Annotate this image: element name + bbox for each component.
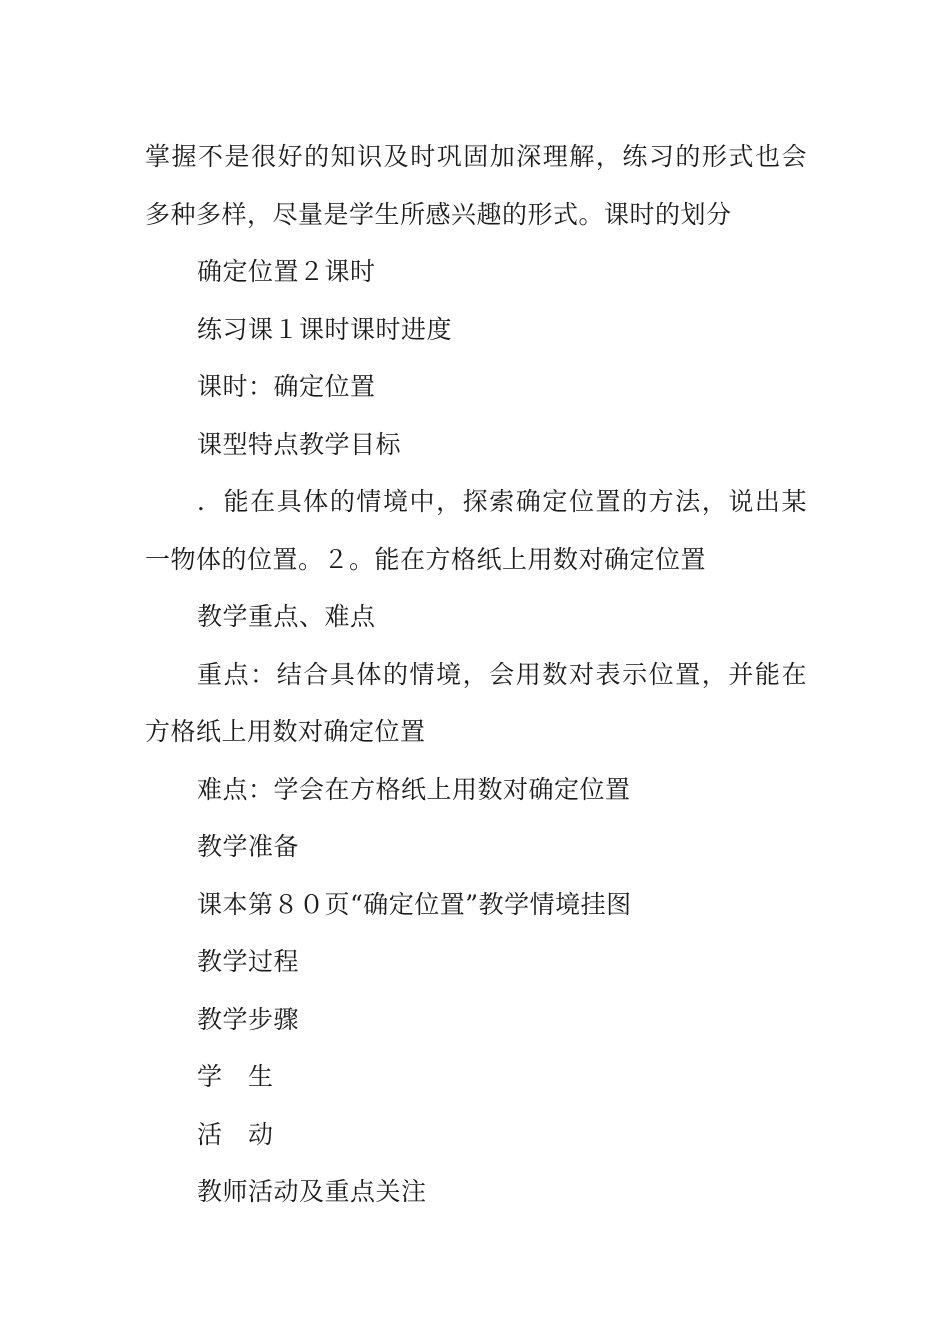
paragraph-lesson-title: 课时：确定位置 (197, 372, 376, 401)
paragraph-steps-heading: 教学步骤 (197, 1004, 300, 1034)
paragraph-process-heading: 教学过程 (197, 947, 300, 976)
document-body (145, 128, 807, 1221)
paragraph-key-points-heading: 教学重点、难点 (197, 602, 376, 631)
paragraph-lesson-allocation: 确定位置２课时 (197, 257, 376, 286)
paragraph-difficulty: 难点：学会在方格纸上用数对确定位置 (197, 774, 631, 804)
paragraph-objectives: ．能在具体的情境中，探索确定位置的方法，说出某一物体的位置。２。能在方格纸上用数对确定位置 (145, 487, 807, 574)
paragraph-key-point: 重点：结合具体的情境，会用数对表示位置，并能在方格纸上用数对确定位置 (145, 659, 807, 746)
paragraph-lesson-type: 课型特点教学目标 (197, 429, 402, 459)
paragraph-student: 学 生 (197, 1062, 274, 1091)
paragraph-preparation: 课本第８０页“确定位置”教学情境挂图 (197, 889, 632, 919)
paragraph-practice-lesson: 练习课１课时课时进度 (197, 314, 453, 344)
paragraph-continuation: 掌握不是很好的知识及时巩固加深理解，练习的形式也会多种多样，尽量是学生所感兴趣的形式。课时的划分 (145, 142, 807, 229)
paragraph-activity: 活 动 (197, 1119, 274, 1149)
paragraph-teacher-activity: 教师活动及重点关注 (197, 1177, 427, 1206)
paragraph-preparation-heading: 教学准备 (197, 832, 300, 861)
